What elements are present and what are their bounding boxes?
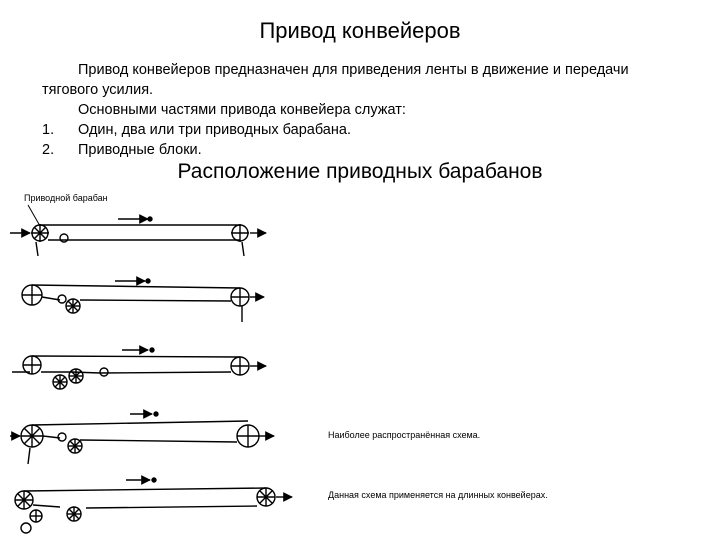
page-title: Привод конвейеров — [259, 18, 461, 43]
scheme-5 — [15, 478, 292, 533]
list-item-text: Приводные блоки. — [78, 142, 202, 158]
drum-arrangement-diagrams — [0, 190, 320, 540]
scheme-3 — [12, 348, 266, 389]
scheme-4 — [10, 412, 274, 464]
intro-line-1: Привод конвейеров предназначен для приведения ленты в движение и передачи — [78, 62, 629, 78]
list-item-number: 2. — [42, 142, 55, 158]
scheme-2 — [22, 279, 264, 322]
scheme-1 — [10, 205, 266, 256]
note-common-scheme: Наиболее распространённая схема. — [328, 430, 481, 440]
note-long-conveyor: Данная схема применяется на длинных конвейерах. — [328, 490, 548, 500]
section-title: Расположение приводных барабанов — [177, 160, 543, 183]
intro-line-2: тягового усилия. — [42, 82, 154, 98]
list-item-number: 1. — [42, 122, 55, 138]
drive-drum-label: Приводной барабан — [24, 193, 108, 203]
parts-intro: Основными частями привода конвейера служат: — [78, 102, 406, 118]
list-item-text: Один, два или три приводных барабана. — [78, 122, 351, 138]
